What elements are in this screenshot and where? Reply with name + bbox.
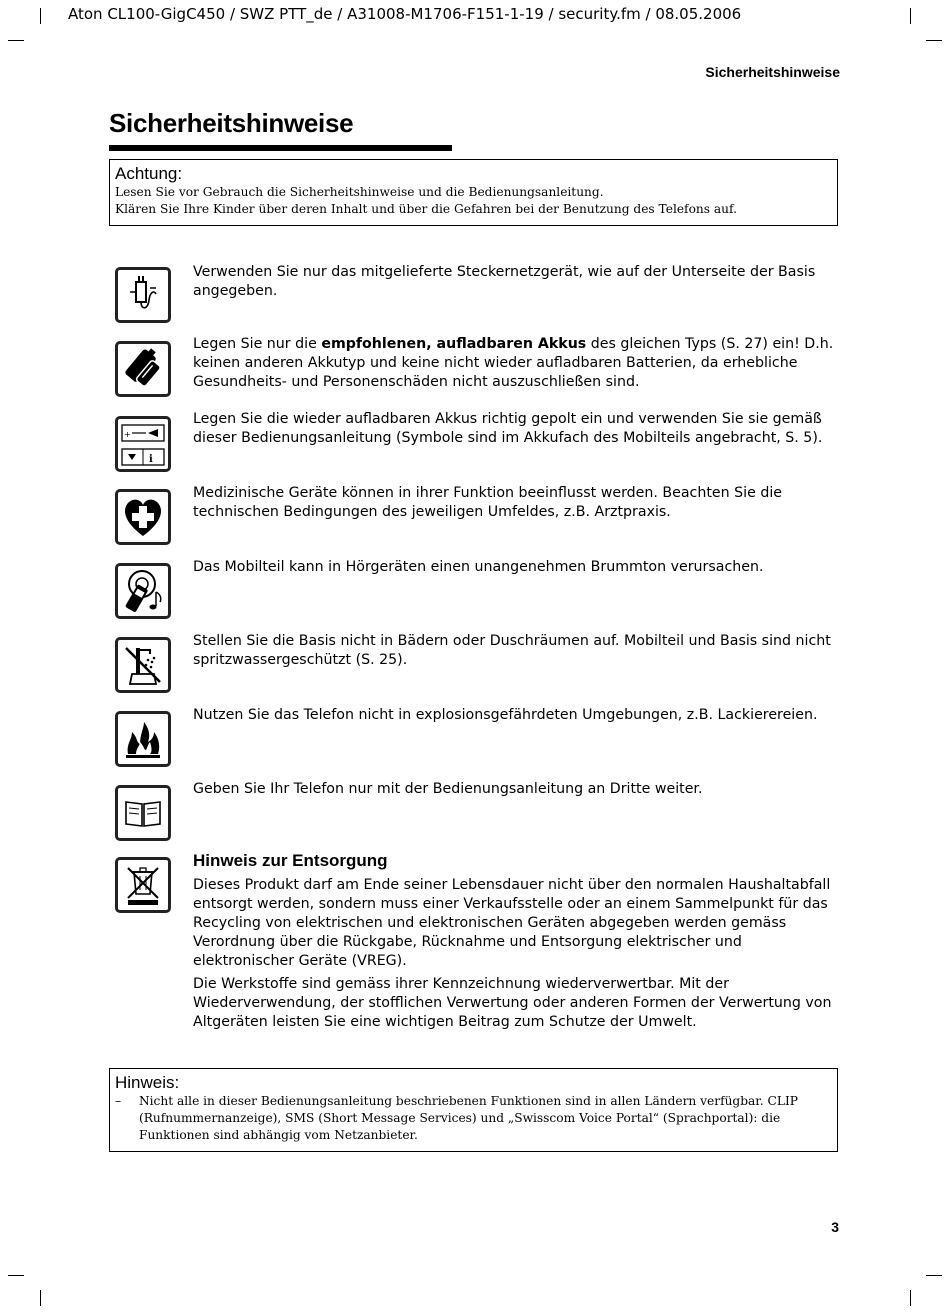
disposal-title: Hinweis zur Entsorgung (193, 851, 388, 870)
attention-line: Lesen Sie vor Gebrauch die Sicherheitshinweise und die Bedienungsanleitung. (115, 185, 604, 199)
crop-mark (910, 8, 911, 24)
manual-book-icon (115, 785, 171, 841)
attention-title: Achtung: (115, 164, 183, 183)
note-box (109, 1068, 838, 1152)
crop-mark (910, 1290, 911, 1306)
attention-line: Klären Sie Ihre Kinder über deren Inhalt und über die Gefahren bei der Benutzung des Telefons auf. (115, 202, 737, 216)
crop-mark (926, 40, 942, 41)
page-title: Sicherheitshinweise (109, 108, 354, 138)
disposal-paragraph: Dieses Produkt darf am Ende seiner Lebensdauer nicht über den normalen Haushaltabfall entsorgt werden, sondern muss einer Verkaufsstelle oder an einem Sammelpunkt für das Recycling von elektrischen und elektronischen Geräten abgegeben werden gemäss Verordnung über die Rückgabe, Rücknahme und Entsorgung elektrischer und elektronischer Geräte (VREG). (193, 877, 831, 969)
crop-mark (40, 8, 41, 24)
attention-box (109, 159, 838, 226)
crop-mark (8, 1275, 24, 1276)
safety-text-explosion: Nutzen Sie das Telefon nicht in explosionsgefährdeten Umgebungen, z.B. Lackierereien. (193, 707, 818, 723)
crop-mark (40, 1290, 41, 1306)
safety-text-medical: Medizinische Geräte können in ihrer Funktion beeinflusst werden. Beachten Sie die technischen Bedingungen des jeweiligen Umfeldes, z.B. Arztpraxis. (193, 485, 783, 520)
document-header: Aton CL100-GigC450 / SWZ PTT_de / A31008-M1706-F151-1-19 / security.fm / 08.05.2006 (68, 5, 742, 23)
crop-mark (926, 1275, 942, 1276)
crop-mark (8, 40, 24, 41)
power-adapter-icon (115, 267, 171, 323)
hearing-aid-icon (115, 563, 171, 619)
note-text: Nicht alle in dieser Bedienungsanleitung beschriebenen Funktionen sind in allen Ländern verfügbar. CLIP (Rufnummernanzeige), SMS (Short Message Services) und „Swisscom Voice Portal“ (Sprachportal): die Funktionen sind abhängig vom Netzanbieter. (139, 1094, 798, 1142)
note-list-item (115, 1093, 832, 1144)
emphasis-text: empfohlenen, aufladbaren Akkus (321, 336, 587, 352)
no-water-icon (115, 637, 171, 693)
explosion-flame-icon (115, 711, 171, 767)
battery-polarity-manual-icon (115, 416, 171, 472)
list-dash: – (115, 1094, 122, 1108)
medical-heart-icon (115, 489, 171, 545)
running-title: Sicherheitshinweise (705, 64, 840, 80)
safety-text-battery: Legen Sie nur die empfohlenen, aufladbaren Akkus des gleichen Typs (S. 27) ein! D.h. keinen anderen Akkutyp und keine nicht wieder aufladbaren Batterien, da erhebliche Gesundheits- und Personenschäden nicht auszuschließen sind. (193, 336, 834, 390)
safety-text-power: Verwenden Sie nur das mitgelieferte Steckernetzgerät, wie auf der Unterseite der Basis angegeben. (193, 264, 816, 299)
page-number: 3 (831, 1219, 839, 1235)
note-title: Hinweis: (115, 1073, 180, 1092)
crossed-bin-icon (115, 857, 171, 913)
disposal-paragraph: Die Werkstoffe sind gemäss ihrer Kennzeichnung wiederverwertbar. Mit der Wiederverwendung, der stofflichen Verwertung oder anderen Formen der Verwertung von Altgeräten leisten Sie eine wichtigen Beitrag zum Schutze der Umwelt. (193, 976, 832, 1030)
safety-text-polarity: Legen Sie die wieder aufladbaren Akkus richtig gepolt ein und verwenden Sie sie gemäß dieser Bedienungsanleitung (Symbole sind im Akkufach des Mobilteils angebracht, S. 5). (193, 411, 823, 446)
safety-text-water: Stellen Sie die Basis nicht in Bädern oder Duschräumen auf. Mobilteil und Basis sind nicht spritzwassergeschützt (S. 25). (193, 633, 831, 668)
battery-icon (115, 341, 171, 397)
title-rule (109, 145, 452, 151)
disposal-section (193, 850, 841, 1036)
svg-text:i: i (149, 454, 153, 465)
safety-text-manual: Geben Sie Ihr Telefon nur mit der Bedienungsanleitung an Dritte weiter. (193, 781, 703, 797)
svg-text:+: + (124, 430, 131, 439)
safety-text-hearing-aid: Das Mobilteil kann in Hörgeräten einen unangenehmen Brummton verursachen. (193, 559, 764, 575)
